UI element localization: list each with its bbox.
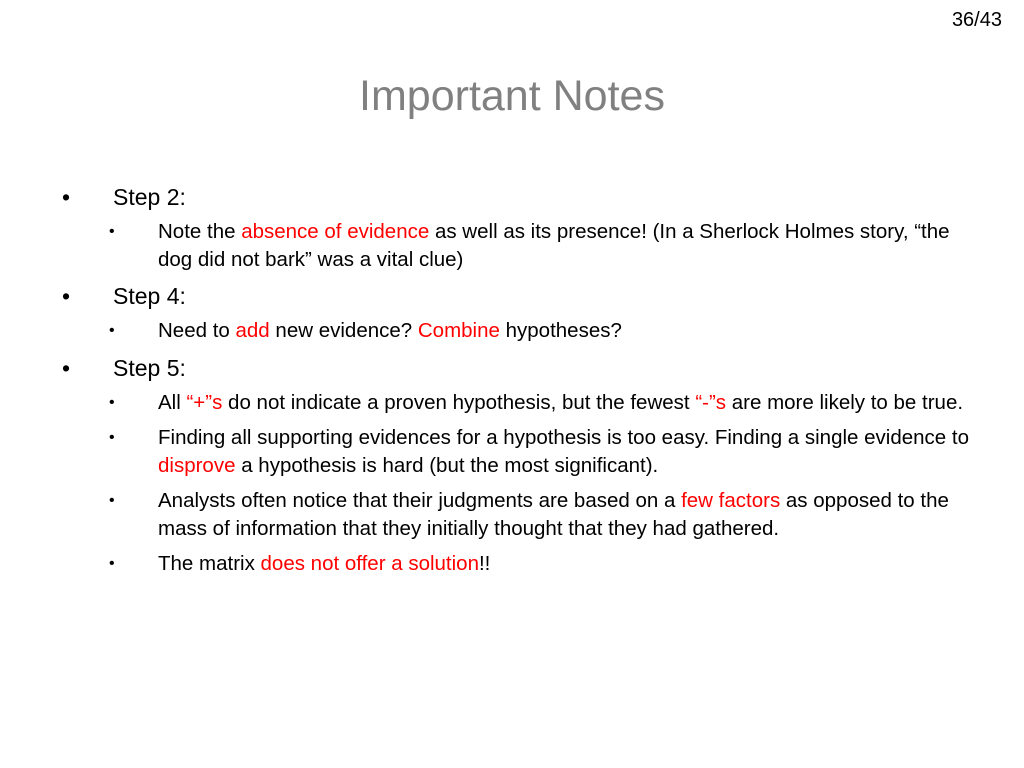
note-text: Analysts often notice that their judgments are based on a	[158, 489, 682, 512]
highlight-text: does not offer a solution	[260, 552, 479, 575]
step-label: Step 4:	[113, 283, 186, 309]
step-5-item	[62, 353, 972, 383]
note-text: !!	[478, 552, 491, 575]
note-text: All	[158, 390, 187, 414]
note-text: as well as its presence! (In a Sherlock Holmes story, “the dog did not bark” was a vital clue)	[158, 220, 950, 271]
slide-title: Important Notes	[359, 72, 665, 120]
note-item	[107, 389, 972, 417]
bullet-icon: •	[109, 393, 115, 411]
note-item	[107, 487, 972, 542]
note-text: hypotheses?	[499, 319, 622, 342]
step-label: Step 2:	[113, 184, 186, 210]
note-text: are more likely to be true.	[726, 390, 964, 414]
step-label: Step 5:	[113, 354, 186, 381]
note-item	[107, 317, 972, 345]
note-item	[107, 218, 972, 273]
note-text: Note the	[158, 220, 242, 243]
bullet-icon: •	[109, 223, 115, 240]
note-text: a hypothesis is hard (but the most significant).	[235, 453, 659, 477]
highlight-text: absence of evidence	[241, 220, 430, 243]
note-text: The matrix	[158, 552, 261, 575]
bullet-icon: •	[109, 492, 115, 509]
note-text: do not indicate a proven hypothesis, but the fewest	[222, 390, 696, 414]
slide-content	[62, 182, 972, 586]
note-text: Need to	[158, 319, 236, 342]
highlight-text: “+”s	[186, 390, 223, 414]
step-4-item	[62, 281, 972, 311]
note-item	[107, 424, 972, 479]
highlight-text: Combine	[417, 319, 500, 342]
bullet-icon: •	[109, 322, 115, 339]
highlight-text: “-”s	[695, 390, 727, 414]
highlight-text: add	[235, 319, 270, 342]
bullet-icon: •	[62, 354, 71, 381]
bullet-icon: •	[62, 283, 71, 309]
bullet-icon: •	[62, 184, 71, 210]
note-text: as opposed to the mass of information that they initially thought that they had gathered.	[158, 489, 949, 540]
step-2-item	[62, 182, 972, 212]
highlight-text: disprove	[158, 453, 236, 477]
note-text: Finding all supporting evidences for a hypothesis is too easy. Finding a single evidence to	[158, 426, 969, 449]
page-number: 36/43	[951, 9, 1002, 31]
bullet-icon: •	[109, 429, 115, 446]
bullet-icon: •	[109, 555, 115, 572]
note-text: new evidence?	[269, 319, 418, 342]
note-item	[107, 550, 972, 578]
highlight-text: few factors	[681, 489, 781, 512]
